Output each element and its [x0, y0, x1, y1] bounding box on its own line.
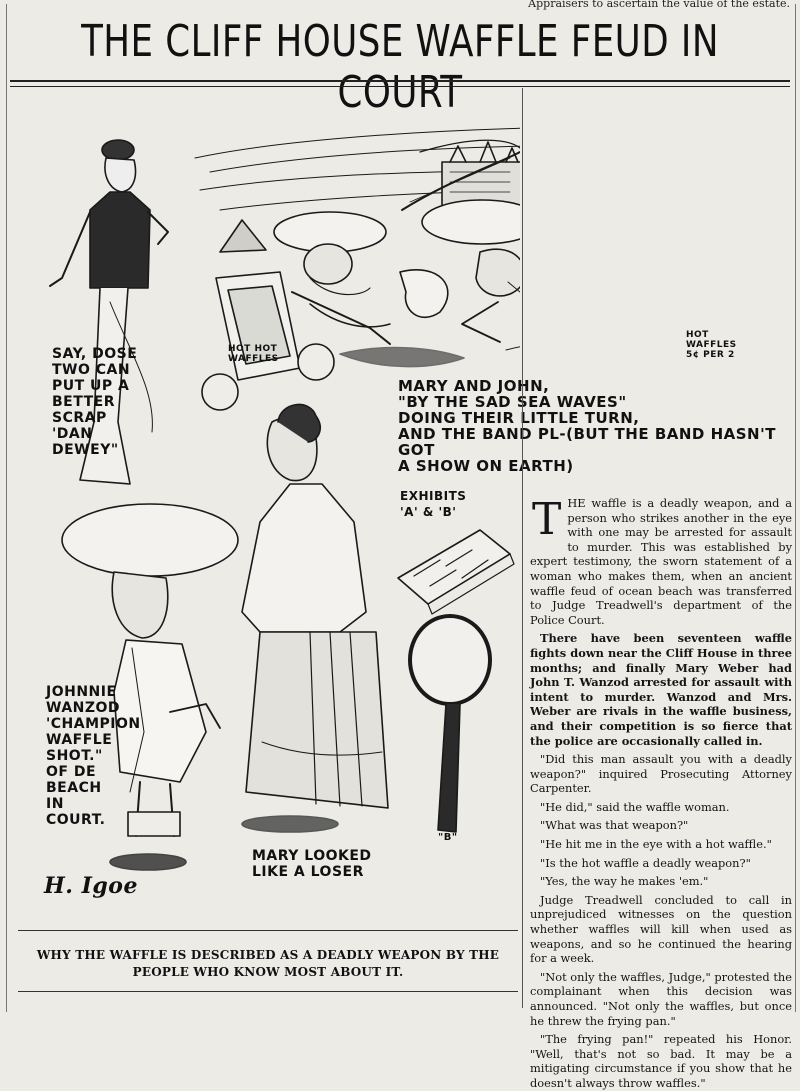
article-body: [530, 494, 792, 1090]
cart-left-label: HOT HOT WAFFLES: [228, 344, 279, 364]
illustration-caption: WHY THE WAFFLE IS DESCRIBED AS A DEADLY WEAPON BY THE PEOPLE WHO KNOW MOST ABOUT IT.: [18, 930, 518, 992]
article-paragraph-3: "Did this man assault you with a deadly weapon?" inquired Prosecuting Attorney Carpenter.: [530, 752, 792, 796]
article-paragraph-6: "He hit me in the eye with a hot waffle.": [540, 837, 772, 852]
waffle-cart-left: [202, 272, 334, 410]
headline: THE CLIFF HOUSE WAFFLE FEUD IN COURT: [81, 16, 719, 118]
article-paragraph-1: THE waffle is a deadly weapon, and a person who strikes another in the eye with one may be arrested for assault to murder. This was established by expert testimony, the sworn statement of a woman who makes them, when an ancient waffle feud of ocean beach was transferred to Judge Treadwell's department of the Police Court.: [530, 494, 792, 627]
article-paragraph-8: "Yes, the way he makes 'em.": [540, 874, 709, 889]
article-paragraph-11: "The frying pan!" repeated his Honor. "Well, that's not so bad. It may be a mitigating circumstance if you show that he doesn't always throw waffles.": [530, 1032, 792, 1090]
caption-johnnie: JOHNNIE WANZOD 'CHAMPION WAFFLE SHOT." OF DE BEACH IN COURT.: [46, 684, 141, 828]
headline-rule-thin: [10, 86, 790, 87]
caption-say-dose: SAY, DOSE TWO CAN PUT UP A BETTER SCRAP 'DAN DEWEY": [52, 346, 138, 458]
header-fragment: Appraisers to ascertain the value of the estate.: [528, 0, 790, 10]
caption-exhibit-b: "B": [438, 832, 458, 843]
cart-right-label: HOT WAFFLES 5¢ PER 2: [686, 330, 737, 360]
exhibit-frying-pan: [410, 616, 490, 832]
artist-signature: H. Igoe: [44, 873, 138, 899]
dropcap: T: [532, 494, 562, 545]
article-paragraph-7: "Is the hot waffle a deadly weapon?": [540, 855, 751, 870]
caption-exhibits: EXHIBITS 'A' & 'B': [400, 489, 467, 519]
caption-mary-and-john: MARY AND JOHN, "BY THE SAD SEA WAVES" DOING THEIR LITTLE TURN, AND THE BAND PL-(BUT THE BAND HASN'T GOT A SHOW ON EARTH): [398, 377, 776, 475]
exhibit-waffle: [398, 530, 514, 614]
cliff-house-building: [442, 142, 520, 206]
mary-fighter-top: [422, 200, 520, 342]
article-paragraph-10: "Not only the waffles, Judge," protested the complainant when this decision was announced. "Not only the waffles, but once he threw the frying pan.": [530, 969, 792, 1028]
headline-rule: [10, 80, 790, 82]
article-paragraph-2: There have been seventeen waffle fights down near the Cliff House in three months; and finally Mary Weber had John T. Wanzod arrested for assault with intent to murder. Wanzod and Mrs. Weber are rivals in the waffle business, and their competition is so fierce that the police are occasionally called in.: [530, 631, 792, 748]
article-paragraph-4: "He did," said the waffle woman.: [540, 799, 730, 814]
caption-mary-looked: MARY LOOKED LIKE A LOSER: [252, 848, 372, 880]
john-fighter: [274, 212, 448, 344]
column-divider: [522, 88, 523, 1008]
article-paragraph-9: Judge Treadwell concluded to call in unprejudiced witnesses on the question whether waffles will kill when used as weapons, and so he continued the hearing for a week.: [530, 892, 792, 966]
article-paragraph-5: "What was that weapon?": [540, 818, 689, 833]
mary-weber-figure: [242, 405, 388, 832]
